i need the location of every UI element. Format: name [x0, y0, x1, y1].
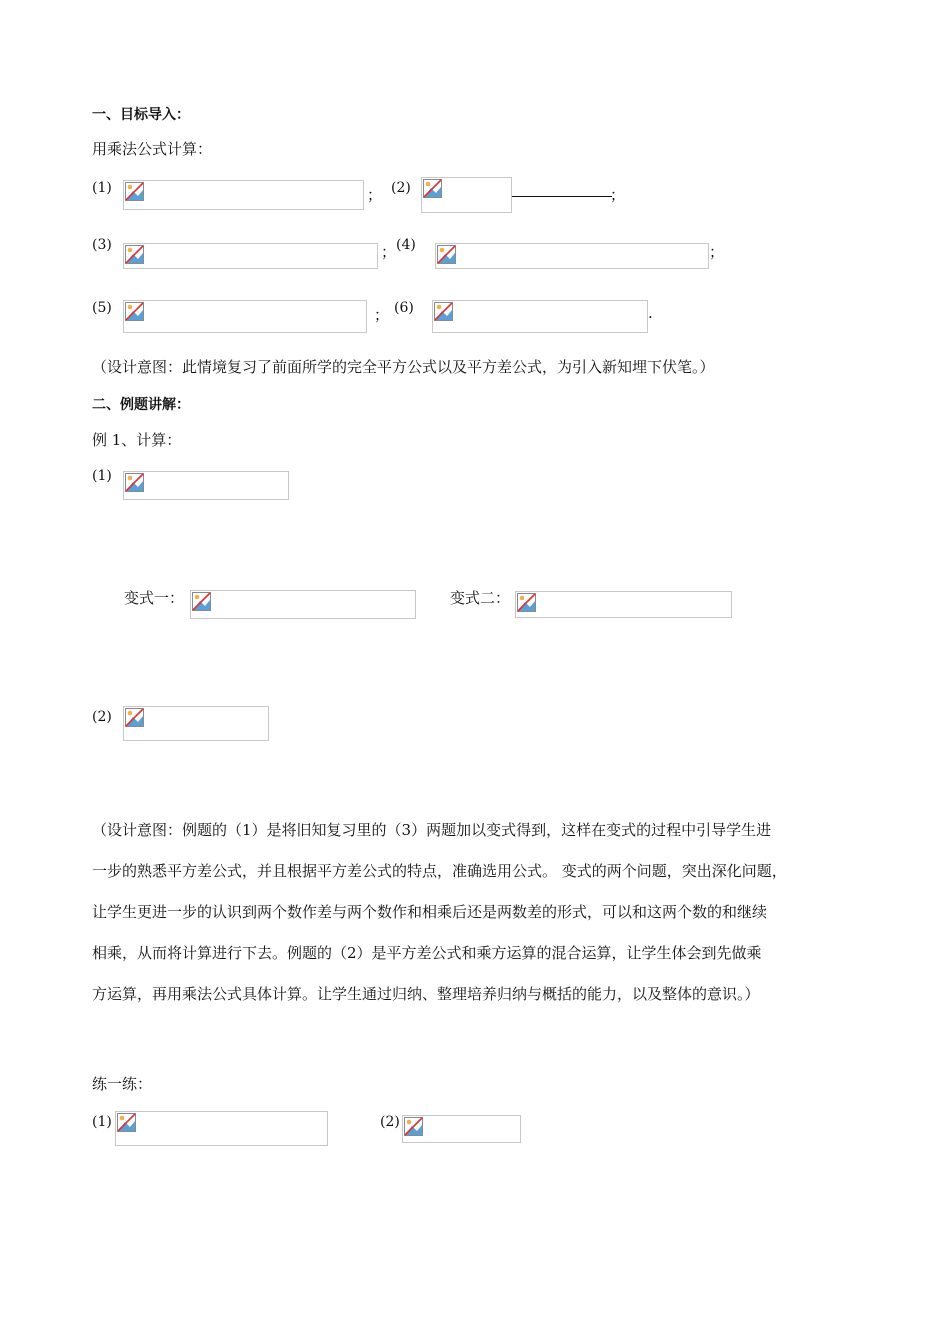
intent-line: 相乘，从而将计算进行下去。例题的（2）是平方差公式和乘方运算的混合运算，让学生体会到先做乘	[92, 944, 762, 962]
variant-2-formula-image	[515, 591, 732, 618]
broken-image-icon	[125, 245, 144, 264]
example-1-label: 例 1、计算：	[92, 431, 182, 449]
item-4-separator: ；	[709, 243, 725, 261]
intent-line: （设计意图：例题的（1）是将旧知复习里的（3）两题加以变式得到，这样在变式的过程中引导学生进	[92, 821, 772, 839]
broken-image-icon	[423, 179, 442, 198]
variant-1-formula-image	[190, 590, 416, 619]
broken-image-icon	[125, 302, 144, 321]
item-4-number: (4)	[396, 237, 416, 253]
example-item-2-number: (2)	[92, 709, 112, 725]
intent-line: 一步的熟悉平方差公式，并且根据平方差公式的特点，准确选用公式。 变式的两个问题，突出深化问题，	[92, 862, 787, 880]
item-2-separator: ；	[610, 186, 626, 204]
practice-formula-image-2	[402, 1115, 521, 1143]
item-1-number: (1)	[92, 180, 112, 196]
formula-image-5	[123, 300, 367, 333]
section1-heading: 一、目标导入：	[92, 107, 190, 123]
broken-image-icon	[437, 245, 456, 264]
answer-underline	[512, 196, 612, 197]
broken-image-icon	[192, 592, 211, 611]
broken-image-icon	[117, 1113, 136, 1132]
section1-intro: 用乘法公式计算：	[92, 140, 213, 158]
broken-image-icon	[125, 708, 144, 727]
item-5-separator: ；	[374, 306, 390, 324]
example-item-1-number: (1)	[92, 468, 112, 484]
item-3-separator: ；	[381, 243, 397, 261]
item-6-number: (6)	[394, 300, 414, 316]
practice-label: 练一练：	[92, 1075, 153, 1093]
formula-image-6	[432, 300, 648, 333]
item-1-separator: ；	[367, 186, 383, 204]
section1-design-intent: （设计意图：此情境复习了前面所学的完全平方公式以及平方差公式，为引入新知埋下伏笔。）	[92, 358, 715, 376]
broken-image-icon	[404, 1117, 423, 1136]
formula-image-1	[123, 180, 364, 210]
item-3-number: (3)	[92, 237, 112, 253]
example-formula-image-2	[123, 706, 269, 741]
formula-image-2	[421, 177, 512, 213]
item-6-separator: .	[648, 304, 653, 322]
item-5-number: (5)	[92, 300, 112, 316]
practice-formula-image-1	[115, 1111, 328, 1146]
broken-image-icon	[434, 302, 453, 321]
formula-image-4	[435, 243, 709, 269]
section2-heading: 二、例题讲解：	[92, 397, 190, 413]
variant-2-label: 变式二：	[450, 589, 511, 607]
example-formula-image-1	[123, 471, 289, 500]
intent-line: 让学生更进一步的认识到两个数作差与两个数作和相乘后还是两数差的形式，可以和这两个数的和继续	[92, 903, 768, 921]
section2-design-intent	[92, 810, 882, 1015]
formula-image-3	[123, 243, 378, 269]
practice-item-1-number: (1)	[92, 1114, 112, 1130]
broken-image-icon	[517, 593, 536, 612]
item-2-number: (2)	[391, 180, 411, 196]
broken-image-icon	[125, 182, 144, 201]
broken-image-icon	[125, 473, 144, 492]
intent-line: 方运算，再用乘法公式具体计算。让学生通过归纳、整理培养归纳与概括的能力，以及整体的意识。）	[92, 985, 760, 1003]
practice-item-2-number: (2)	[380, 1114, 400, 1130]
variant-1-label: 变式一：	[124, 589, 185, 607]
